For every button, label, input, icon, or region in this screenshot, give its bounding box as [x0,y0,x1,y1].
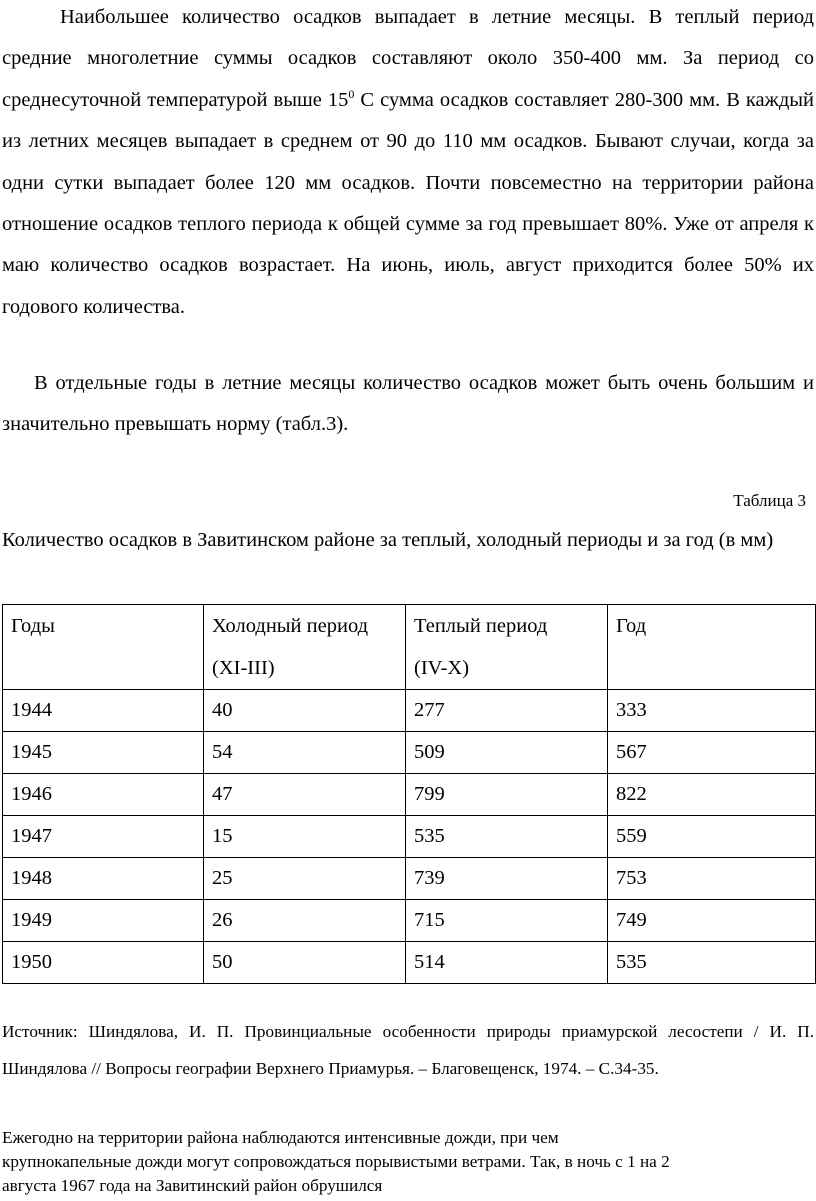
cell-cold: 26 [204,900,406,942]
table-row [3,900,816,942]
cell-year: 1949 [3,900,204,942]
cell-warm: 799 [406,774,608,816]
cell-total: 567 [608,732,816,774]
table-number-label: Таблица 3 [733,491,806,510]
header-year-total: Год [608,605,816,690]
table-header-row [3,605,816,690]
source-citation: Источник: Шиндялова, И. П. Провинциальные особенности природы приамурской лесостепи / И. П. Шиндялова // Вопросы географии Верхнего Приамурья. – Благовещенск, 1974. – С.34-35. [2,1022,814,1078]
cell-warm: 739 [406,858,608,900]
table-row [3,858,816,900]
header-years: Годы [3,605,204,690]
cell-cold: 47 [204,774,406,816]
cell-cold: 50 [204,942,406,984]
paragraph-text: С сумма осадков составляет 280-300 мм. В каждый из летних месяцев выпадает в среднем от 90 до 110 мм осадков. Бывают случаи, когда за одни сутки выпадает более 120 мм осадков. Почти повсеместно на территории района отношение осадков теплого периода к общей сумме за год превышает 80%. Уже от апреля к маю количество осадков возрастает. На июнь, июль, август приходится более 50% их годового количества. [2,88,814,318]
cell-total: 753 [608,858,816,900]
table-row [3,690,816,732]
cell-warm: 277 [406,690,608,732]
cell-year: 1950 [3,942,204,984]
paragraph-text: Наибольшее количество осадков выпадает в летние месяцы. В теплый период средние многолетние суммы осадков составляют около 350-400 мм. За период со среднесуточной температурой выше 15 [2,6,814,111]
cell-year: 1944 [3,690,204,732]
table-row [3,732,816,774]
header-warm-period: Теплый период (IV-X) [406,605,608,690]
header-cold-period: Холодный период (XI-III) [204,605,406,690]
cell-total: 559 [608,816,816,858]
cell-cold: 25 [204,858,406,900]
cell-year: 1948 [3,858,204,900]
table-row [3,942,816,984]
cell-cold: 54 [204,732,406,774]
cell-warm: 535 [406,816,608,858]
table-row [3,774,816,816]
cell-total: 822 [608,774,816,816]
cell-cold: 15 [204,816,406,858]
text-line: августа 1967 года на Завитинский район обрушился [2,1176,383,1195]
table-row [3,816,816,858]
table-caption: Количество осадков в Завитинском районе за теплый, холодный периоды и за год (в мм) [2,529,774,551]
cell-year: 1945 [3,732,204,774]
cell-year: 1946 [3,774,204,816]
cell-warm: 514 [406,942,608,984]
text-line: Ежегодно на территории района наблюдаются интенсивные дожди, при чем [2,1128,559,1147]
cell-year: 1947 [3,816,204,858]
paragraph-intense-rains [2,1126,814,1198]
cell-total: 749 [608,900,816,942]
cell-warm: 509 [406,732,608,774]
cell-total: 535 [608,942,816,984]
cell-cold: 40 [204,690,406,732]
cell-warm: 715 [406,900,608,942]
paragraph-excess-norm: В отдельные годы в летние месяцы количество осадков может быть очень большим и значительно превышать норму (табл.3). [2,372,814,436]
precipitation-table [2,604,816,984]
cell-total: 333 [608,690,816,732]
text-line: крупнокапельные дожди могут сопровождаться порывистыми ветрами. Так, в ночь с 1 на 2 [2,1152,670,1171]
degree-superscript: 0 [348,86,355,101]
paragraph-precipitation-summer [2,0,814,328]
